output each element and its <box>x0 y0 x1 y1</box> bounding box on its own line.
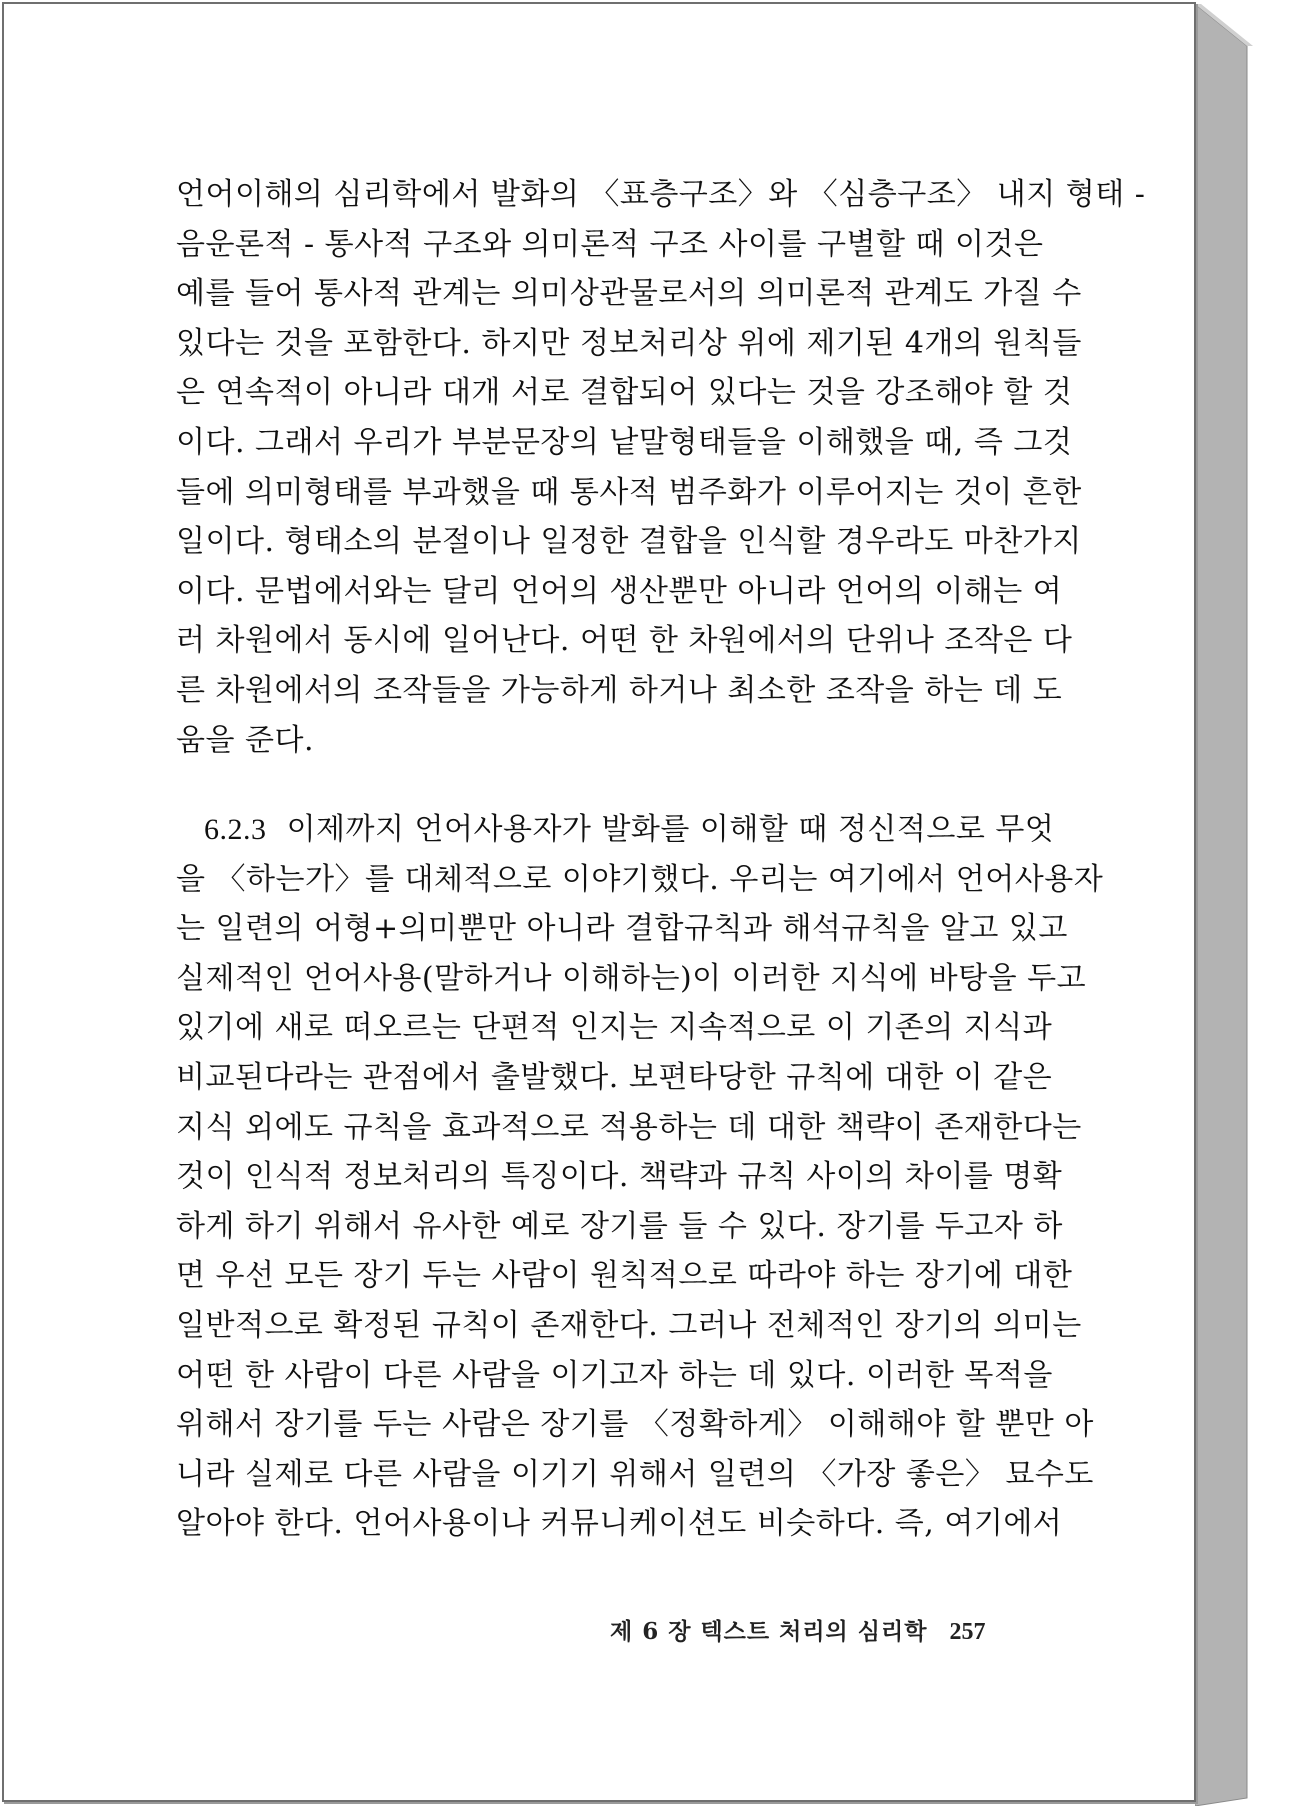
section-first-line <box>176 805 1055 855</box>
text-line: 일이다. 형태소의 분절이나 일정한 결합을 인식할 경우라도 마찬가지 <box>176 524 1082 560</box>
chapter-title: 제 6 장 텍스트 처리의 심리학 <box>610 1618 928 1645</box>
text-line: 이다. 문법에서와는 달리 언어의 생산뿐만 아니라 언어의 이해는 여 <box>176 573 1063 609</box>
text-line: 음운론적 - 통사적 구조와 의미론적 구조 사이를 구별할 때 이것은 <box>176 226 1044 262</box>
text-line: 실제적인 언어사용(말하거나 이해하는)이 이러한 지식에 바탕을 두고 <box>176 960 1087 996</box>
text-line: 일반적으로 확정된 규칙이 존재한다. 그러나 전체적인 장기의 의미는 <box>176 1307 1082 1343</box>
text-line: 어떤 한 사람이 다른 사람을 이기고자 하는 데 있다. 이러한 목적을 <box>176 1357 1053 1393</box>
text-line: 지식 외에도 규칙을 효과적으로 적용하는 데 대한 책략이 존재한다는 <box>176 1109 1082 1145</box>
text-line: 위해서 장기를 두는 사람은 장기를 〈정확하게〉 이해해야 할 뿐만 아 <box>176 1407 1094 1443</box>
text-line: 들에 의미형태를 부과했을 때 통사적 범주화가 이루어지는 것이 흔한 <box>176 474 1082 510</box>
text-line: 알아야 한다. 언어사용이나 커뮤니케이션도 비슷하다. 즉, 여기에서 <box>176 1506 1063 1542</box>
text-line: 을 〈하는가〉를 대체적으로 이야기했다. 우리는 여기에서 언어사용자 <box>176 861 1104 897</box>
book-edge-shape <box>1195 0 1253 1806</box>
page-number: 257 <box>949 1619 986 1645</box>
text-line: 언어이해의 심리학에서 발화의 〈표층구조〉와 〈심층구조〉 내지 형태 - <box>176 177 1146 212</box>
text-line: 니라 실제로 다른 사람을 이기기 위해서 일련의 〈가장 좋은〉 묘수도 <box>176 1456 1094 1492</box>
text-line: 있기에 새로 떠오르는 단편적 인지는 지속적으로 이 기존의 지식과 <box>176 1010 1053 1046</box>
book-edge <box>1195 0 1253 1806</box>
text-line: 비교된다라는 관점에서 출발했다. 보편타당한 규칙에 대한 이 같은 <box>176 1059 1053 1095</box>
text-line: 예를 들어 통사적 관계는 의미상관물로서의 의미론적 관계도 가질 수 <box>176 276 1082 312</box>
text-line: 은 연속적이 아니라 대개 서로 결합되어 있다는 것을 강조해야 할 것 <box>176 375 1073 411</box>
section-number: 6.2.3 <box>204 813 267 846</box>
section-first-line-text: 이제까지 언어사용자가 발화를 이해할 때 정신적으로 무엇 <box>286 812 1055 847</box>
page-footer <box>610 1612 1012 1652</box>
text-line: 른 차원에서의 조작들을 가능하게 하거나 최소한 조작을 하는 데 도 <box>176 672 1063 708</box>
paragraph-1 <box>176 170 1146 765</box>
text-line: 면 우선 모든 장기 두는 사람이 원칙적으로 따라야 하는 장기에 대한 <box>176 1258 1073 1294</box>
text-line: 것이 인식적 정보처리의 특징이다. 책략과 규칙 사이의 차이를 명확 <box>176 1159 1063 1195</box>
text-line: 하게 하기 위해서 유사한 예로 장기를 들 수 있다. 장기를 두고자 하 <box>176 1208 1063 1244</box>
paragraph-2 <box>176 805 1104 1549</box>
text-line: 움을 준다. <box>176 722 314 758</box>
text-line: 이다. 그래서 우리가 부분문장의 낱말형태들을 이해했을 때, 즉 그것 <box>176 424 1073 460</box>
text-line: 있다는 것을 포함한다. 하지만 정보처리상 위에 제기된 4개의 원칙들 <box>176 325 1082 361</box>
text-line: 는 일련의 어형+의미뿐만 아니라 결합규칙과 해석규칙을 알고 있고 <box>176 911 1068 947</box>
text-line: 러 차원에서 동시에 일어난다. 어떤 한 차원에서의 단위나 조작은 다 <box>176 623 1073 659</box>
